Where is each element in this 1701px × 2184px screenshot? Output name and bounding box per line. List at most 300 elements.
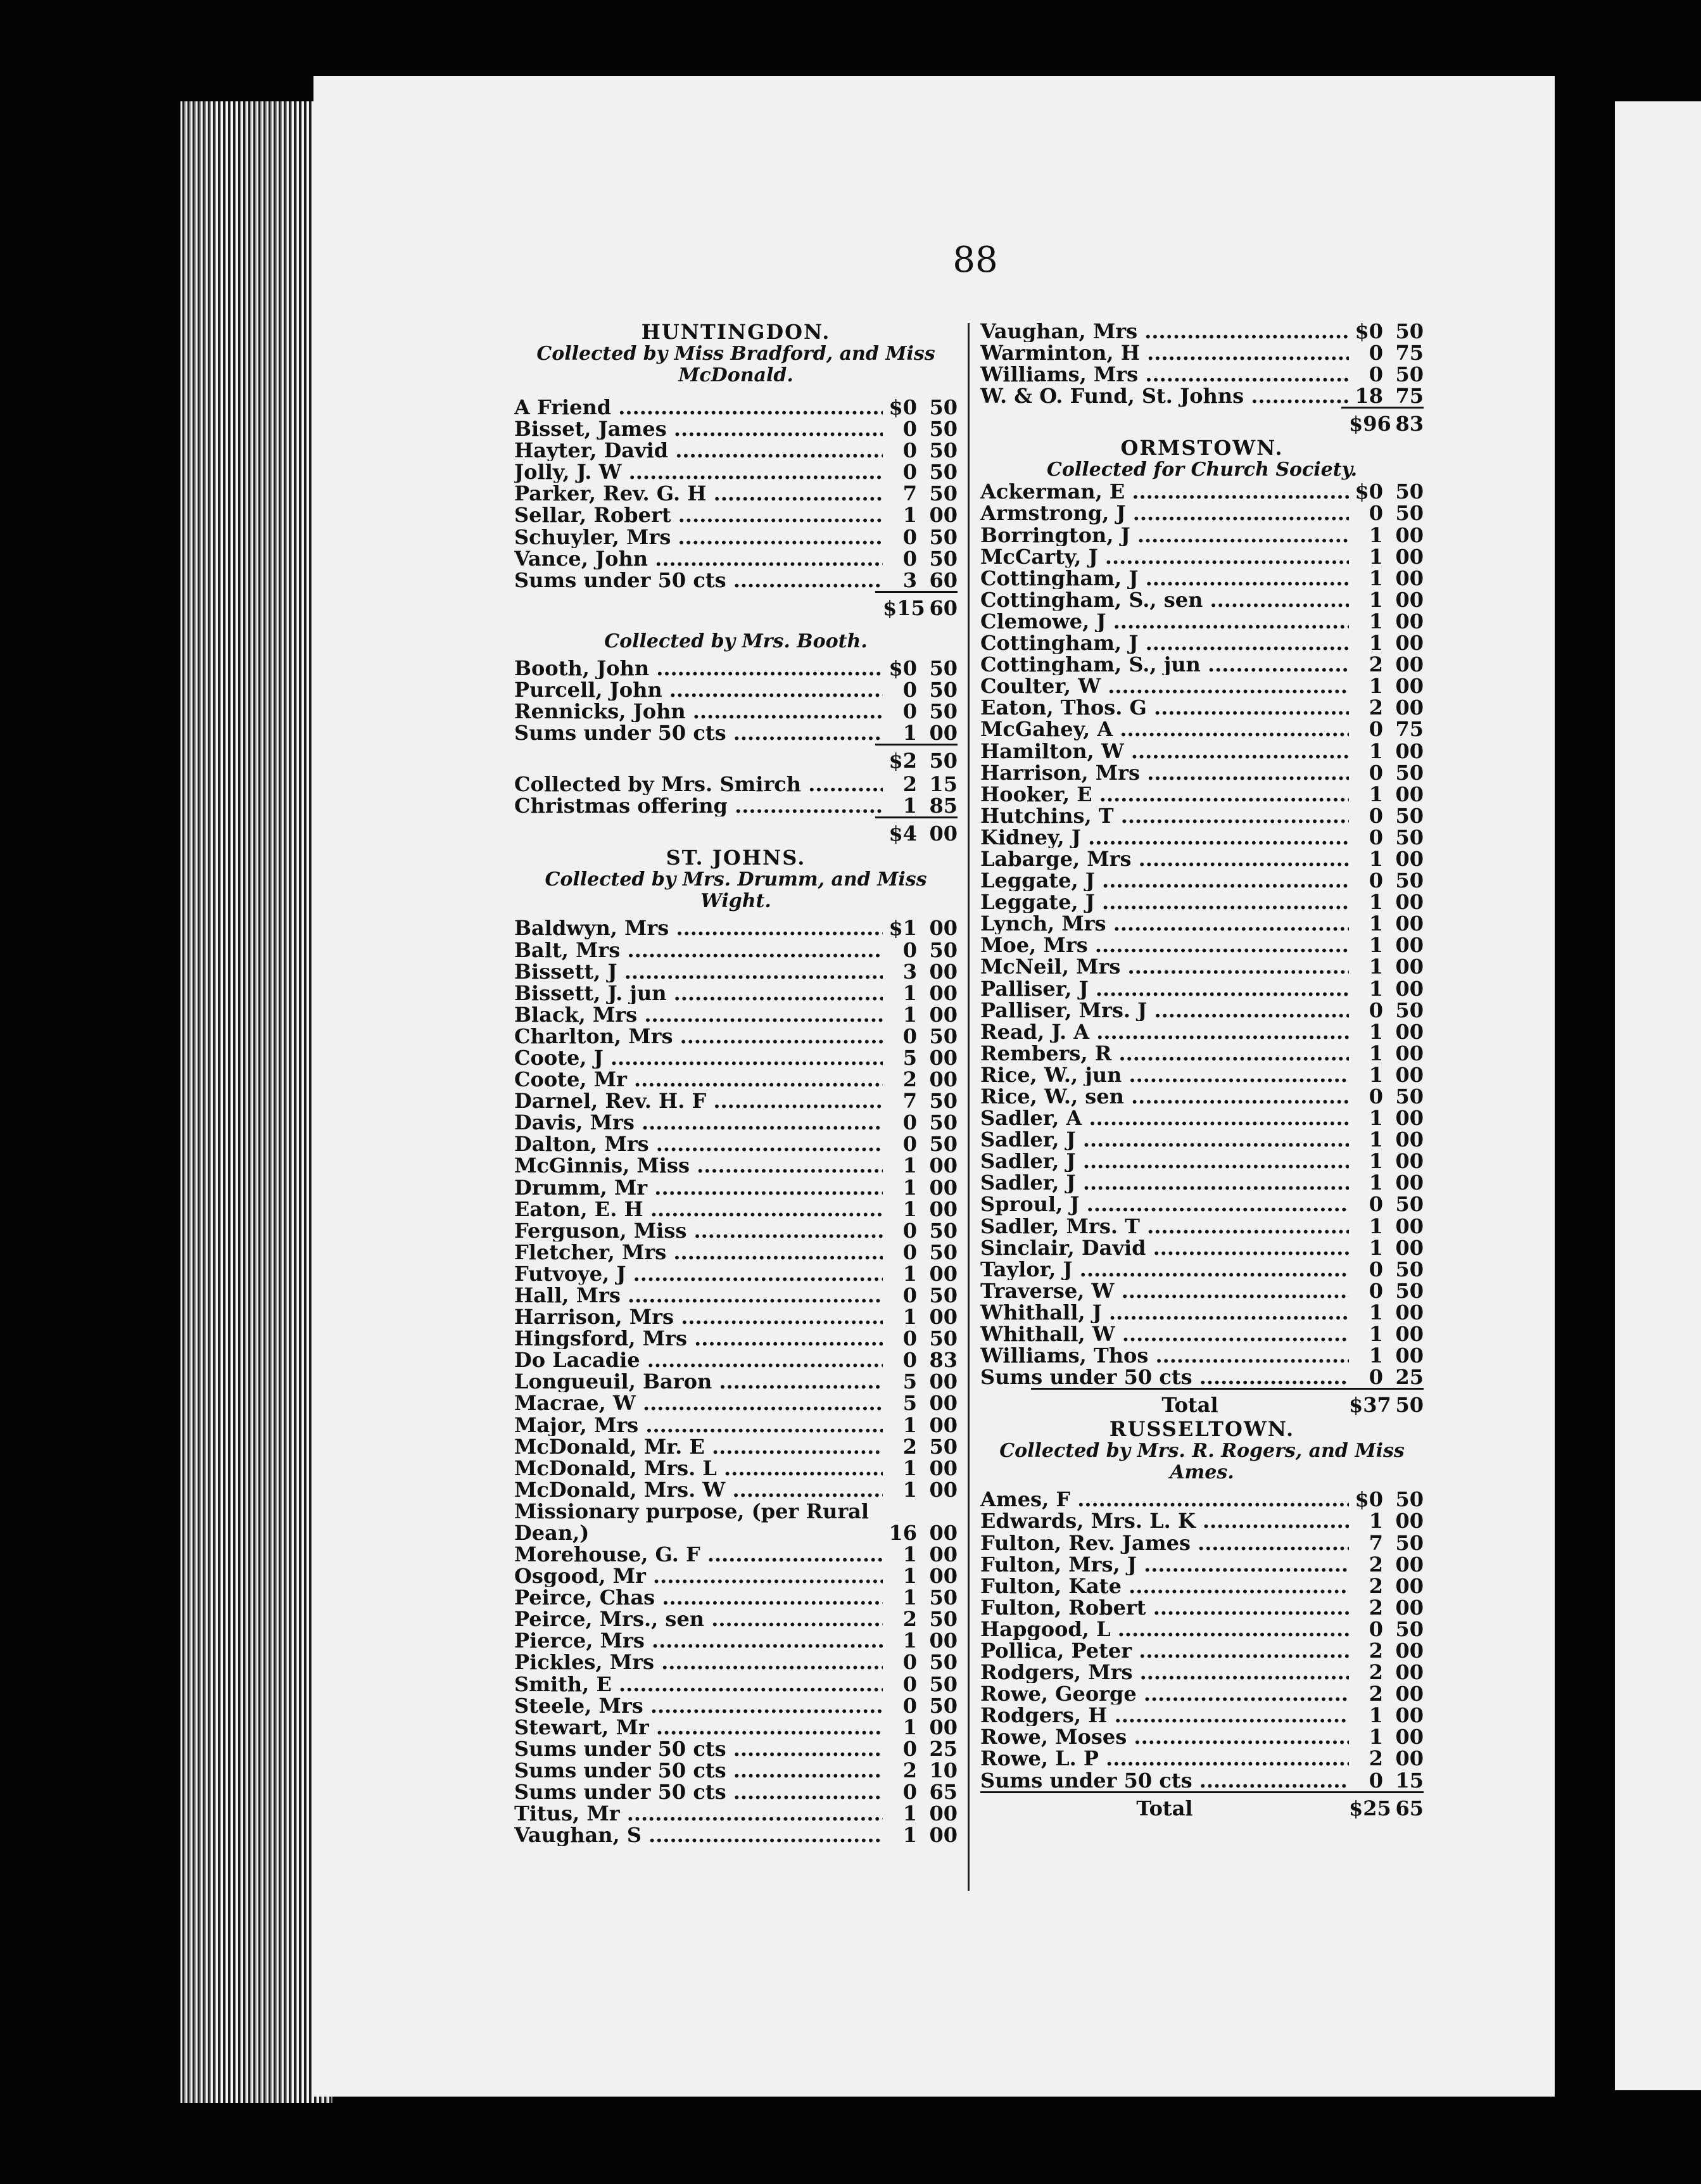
entry-dollars: 2 bbox=[1369, 1682, 1383, 1706]
entry-row bbox=[514, 1090, 958, 1112]
entry-name: Steele, Mrs ..... bbox=[514, 1695, 883, 1717]
entry-cents: 00 bbox=[1395, 695, 1424, 720]
entry-dollars: 0 bbox=[902, 1693, 917, 1718]
entry-dollars: 1 bbox=[902, 1413, 917, 1437]
column-divider bbox=[968, 323, 970, 1891]
entry-name: Sadler, J ..... bbox=[980, 1150, 1349, 1172]
entry-list bbox=[514, 917, 958, 1846]
entry-dollars: 1 bbox=[1369, 587, 1383, 612]
entry-cents: 00 bbox=[1395, 955, 1424, 979]
total-label: Total bbox=[1136, 1796, 1193, 1820]
entry-row bbox=[514, 1501, 958, 1544]
entry-dollars: 1 bbox=[902, 1477, 917, 1502]
entry-name: Smith, E ..... bbox=[514, 1673, 883, 1695]
entry-name: Cottingham, J ..... bbox=[980, 632, 1349, 654]
entry-row bbox=[980, 1726, 1424, 1748]
entry-row bbox=[514, 1220, 958, 1241]
entry-row bbox=[514, 701, 958, 722]
entry-dollars: 7 bbox=[902, 481, 917, 506]
entry-row bbox=[514, 1630, 958, 1651]
entry-name: McNeil, Mrs ..... bbox=[980, 956, 1349, 977]
entry-name: Taylor, J ..... bbox=[980, 1259, 1349, 1280]
entry-cents: 00 bbox=[929, 1801, 958, 1826]
entry-cents: 25 bbox=[1395, 1365, 1424, 1390]
entry-name: Sellar, Robert ..... bbox=[514, 504, 883, 526]
entry-list bbox=[980, 481, 1424, 1388]
subtotal-cents: 60 bbox=[929, 595, 958, 620]
entry-name: Sums under 50 cts ..... bbox=[514, 1760, 883, 1781]
entry-row bbox=[514, 1047, 958, 1069]
subtotal bbox=[875, 816, 958, 846]
entry-dollars: 1 bbox=[902, 1197, 917, 1221]
entry-name: Eaton, E. H ..... bbox=[514, 1198, 883, 1220]
entry-dollars: 0 bbox=[902, 1348, 917, 1373]
entry-dollars: 18 bbox=[1355, 384, 1383, 409]
entry-dollars: $1 bbox=[888, 916, 917, 941]
entry-name: Edwards, Mrs. L. K ..... bbox=[980, 1510, 1349, 1532]
entry-cents: 83 bbox=[929, 1348, 958, 1373]
entry-row bbox=[980, 934, 1424, 956]
entry-dollars: 0 bbox=[902, 1672, 917, 1696]
entry-name: Leggate, J ..... bbox=[980, 870, 1349, 891]
entry-dollars: 1 bbox=[1369, 1171, 1383, 1195]
entry-name: Missionary purpose, (per Rural Dean,) bbox=[514, 1500, 869, 1544]
entry-cents: 50 bbox=[1395, 825, 1424, 849]
entry-dollars: 0 bbox=[902, 460, 917, 485]
entry-cents: 15 bbox=[929, 772, 958, 797]
entry-cents: 50 bbox=[929, 1218, 958, 1243]
entry-cents: 00 bbox=[1395, 911, 1424, 936]
entry-dollars: 1 bbox=[902, 1542, 917, 1566]
entry-row bbox=[980, 1661, 1424, 1683]
entry-name: Sadler, Mrs. T ..... bbox=[980, 1216, 1349, 1237]
entry-name: Vaughan, S ..... bbox=[514, 1824, 883, 1846]
entry-list bbox=[980, 321, 1424, 407]
entry-name: Bissett, J ..... bbox=[514, 961, 883, 982]
entry-row bbox=[514, 1587, 958, 1608]
entry-dollars: 0 bbox=[902, 1024, 917, 1048]
entry-cents: 50 bbox=[929, 937, 958, 962]
entry-row bbox=[514, 1133, 958, 1155]
entry-cents: 00 bbox=[929, 1261, 958, 1286]
entry-name: Fulton, Mrs, J ..... bbox=[980, 1554, 1349, 1575]
entry-name: Hayter, David ..... bbox=[514, 440, 883, 461]
entry-name: Palliser, J ..... bbox=[980, 978, 1349, 1000]
total-label: Total bbox=[1161, 1393, 1218, 1418]
entry-cents: 00 bbox=[1395, 846, 1424, 871]
entry-dollars: 1 bbox=[1369, 1322, 1383, 1347]
entry-row bbox=[980, 1748, 1424, 1769]
entry-dollars: 0 bbox=[902, 677, 917, 702]
entry-row bbox=[514, 461, 958, 483]
entry-row bbox=[514, 1738, 958, 1760]
entry-cents: 00 bbox=[1395, 782, 1424, 806]
entry-dollars: 0 bbox=[1369, 868, 1383, 893]
entry-name: McCarty, J ..... bbox=[980, 546, 1349, 568]
section-total bbox=[1031, 1388, 1424, 1418]
entry-cents: 00 bbox=[1395, 1149, 1424, 1174]
entry-row bbox=[980, 589, 1424, 611]
collector-line: Collected by Mrs. R. Rogers, and Miss Ames. bbox=[999, 1440, 1405, 1484]
entry-name: Moe, Mrs ..... bbox=[980, 934, 1349, 956]
entry-dollars: 1 bbox=[902, 1002, 917, 1027]
entry-dollars: $0 bbox=[1355, 319, 1383, 343]
entry-name: Do Lacadie ..... bbox=[514, 1349, 883, 1371]
entry-row bbox=[514, 1544, 958, 1565]
entry-cents: 50 bbox=[929, 699, 958, 724]
entry-cents: 50 bbox=[929, 1132, 958, 1157]
entry-row bbox=[980, 385, 1424, 407]
entry-row bbox=[980, 891, 1424, 913]
entry-dollars: 1 bbox=[1369, 523, 1383, 547]
entry-row bbox=[980, 1000, 1424, 1021]
entry-name: Bisset, James ..... bbox=[514, 418, 883, 440]
entry-row bbox=[514, 1479, 958, 1501]
entry-row bbox=[980, 1064, 1424, 1086]
entry-dollars: 1 bbox=[1369, 890, 1383, 915]
entry-cents: 00 bbox=[929, 1305, 958, 1330]
entry-dollars: 2 bbox=[902, 1607, 917, 1632]
entry-row bbox=[980, 827, 1424, 848]
entry-dollars: 1 bbox=[1369, 955, 1383, 979]
entry-name: Purcell, John ..... bbox=[514, 679, 883, 701]
entry-cents: 50 bbox=[929, 1585, 958, 1610]
entry-cents: 50 bbox=[929, 524, 958, 549]
entry-cents: 00 bbox=[929, 1628, 958, 1653]
entry-row bbox=[514, 1371, 958, 1392]
entry-cents: 75 bbox=[1395, 717, 1424, 742]
entry-cents: 50 bbox=[1395, 1084, 1424, 1108]
entry-dollars: 1 bbox=[1369, 782, 1383, 806]
entry-dollars: 1 bbox=[1369, 739, 1383, 763]
entry-cents: 25 bbox=[929, 1736, 958, 1761]
page-number: 88 bbox=[952, 239, 998, 281]
entry-dollars: 7 bbox=[1369, 1530, 1383, 1555]
collector-line: Collected by Mrs. Drumm, and Miss Wight. bbox=[545, 868, 927, 913]
entry-cents: 00 bbox=[1395, 1127, 1424, 1152]
entry-cents: 50 bbox=[1395, 1530, 1424, 1555]
entry-dollars: $0 bbox=[888, 395, 917, 419]
entry-row bbox=[514, 1781, 958, 1803]
entry-dollars: 0 bbox=[902, 417, 917, 441]
entry-name: Collected by Mrs. Smirch ..... bbox=[514, 773, 883, 795]
entry-row bbox=[514, 440, 958, 461]
entry-name: Harrison, Mrs ..... bbox=[514, 1306, 883, 1328]
entry-dollars: 1 bbox=[1369, 1300, 1383, 1324]
entry-dollars: 1 bbox=[902, 1456, 917, 1480]
entry-cents: 00 bbox=[929, 981, 958, 1005]
entry-dollars: 1 bbox=[1369, 1041, 1383, 1065]
entry-name: Hamilton, W ..... bbox=[980, 740, 1349, 762]
entry-row bbox=[514, 1004, 958, 1025]
entry-cents: 00 bbox=[1395, 1322, 1424, 1347]
entry-name: McDonald, Mrs. W ..... bbox=[514, 1479, 883, 1501]
entry-name: Christmas offering ..... bbox=[514, 795, 883, 816]
entry-name: Macrae, W ..... bbox=[514, 1392, 883, 1414]
entry-dollars: 2 bbox=[1369, 652, 1383, 677]
entry-cents: 50 bbox=[929, 677, 958, 702]
entry-cents: 00 bbox=[1395, 1638, 1424, 1663]
entry-name: Charlton, Mrs ..... bbox=[514, 1025, 883, 1047]
entry-name: Rice, W., sen ..... bbox=[980, 1086, 1349, 1107]
entry-dollars: 7 bbox=[902, 1089, 917, 1114]
entry-dollars: 1 bbox=[902, 794, 917, 818]
entry-cents: 50 bbox=[1395, 1257, 1424, 1281]
entry-name: Rembers, R ..... bbox=[980, 1043, 1349, 1064]
entry-name: Sums under 50 cts ..... bbox=[514, 1738, 883, 1760]
entry-name: Armstrong, J ..... bbox=[980, 502, 1349, 524]
entry-row bbox=[514, 657, 958, 679]
entry-name: Sadler, J ..... bbox=[980, 1172, 1349, 1193]
entry-name: Booth, John ..... bbox=[514, 657, 883, 679]
entry-cents: 00 bbox=[1395, 1509, 1424, 1533]
entry-dollars: 0 bbox=[1369, 717, 1383, 742]
entry-row bbox=[980, 502, 1424, 524]
entry-dollars: 1 bbox=[902, 1628, 917, 1653]
entry-cents: 50 bbox=[1395, 868, 1424, 893]
entry-name: Coote, J ..... bbox=[514, 1047, 883, 1069]
entry-row bbox=[980, 1302, 1424, 1323]
entry-cents: 50 bbox=[1395, 362, 1424, 387]
entry-row bbox=[980, 481, 1424, 502]
entry-cents: 00 bbox=[929, 1067, 958, 1092]
entry-dollars: $0 bbox=[1355, 479, 1383, 504]
entry-name: Hapgood, L ..... bbox=[980, 1618, 1349, 1640]
entry-row bbox=[514, 526, 958, 548]
entry-row bbox=[980, 978, 1424, 1000]
entry-row bbox=[980, 632, 1424, 654]
entry-row bbox=[980, 611, 1424, 632]
entry-name: Williams, Thos ..... bbox=[980, 1345, 1349, 1366]
entry-row bbox=[514, 1457, 958, 1479]
entry-dollars: 0 bbox=[1369, 1278, 1383, 1303]
entry-row bbox=[980, 1280, 1424, 1302]
entry-row bbox=[514, 1177, 958, 1198]
entry-cents: 00 bbox=[1395, 1343, 1424, 1368]
entry-dollars: 0 bbox=[902, 1240, 917, 1264]
entry-dollars: 0 bbox=[1369, 825, 1383, 849]
entry-cents: 00 bbox=[1395, 976, 1424, 1001]
entry-dollars: 2 bbox=[1369, 1595, 1383, 1620]
entry-name: Sproul, J ..... bbox=[980, 1193, 1349, 1215]
entry-row bbox=[514, 1198, 958, 1220]
entry-row bbox=[514, 1565, 958, 1587]
entry-name: Vaughan, Mrs ..... bbox=[980, 321, 1349, 342]
entry-row bbox=[514, 1155, 958, 1176]
entry-cents: 50 bbox=[929, 438, 958, 463]
entry-dollars: 1 bbox=[1369, 609, 1383, 633]
entry-cents: 00 bbox=[929, 1823, 958, 1848]
entry-name: Hooker, E ..... bbox=[980, 784, 1349, 805]
entry-cents: 00 bbox=[1395, 1300, 1424, 1324]
entry-dollars: 0 bbox=[1369, 998, 1383, 1022]
entry-cents: 00 bbox=[1395, 609, 1424, 633]
entry-row bbox=[980, 1640, 1424, 1661]
entry-cents: 00 bbox=[929, 721, 958, 746]
entry-name: Fletcher, Mrs ..... bbox=[514, 1241, 883, 1263]
entry-name: Pollica, Peter ..... bbox=[980, 1640, 1349, 1661]
entry-row bbox=[980, 870, 1424, 891]
entry-cents: 50 bbox=[929, 1024, 958, 1048]
entry-dollars: 2 bbox=[1369, 1638, 1383, 1663]
entry-cents: 00 bbox=[1395, 1595, 1424, 1620]
subtotal-cents: 00 bbox=[929, 822, 958, 846]
entry-row bbox=[980, 1575, 1424, 1597]
entry-cents: 50 bbox=[1395, 1487, 1424, 1512]
subtotal bbox=[1341, 407, 1424, 436]
entry-name: McGahey, A ..... bbox=[980, 718, 1349, 740]
total-dollars: $25 bbox=[1349, 1796, 1391, 1820]
total-dollars: $37 bbox=[1349, 1393, 1391, 1418]
entry-row bbox=[980, 1705, 1424, 1726]
entry-dollars: 2 bbox=[902, 772, 917, 797]
entry-dollars: 1 bbox=[1369, 1725, 1383, 1749]
entry-dollars: 1 bbox=[1369, 1106, 1383, 1131]
entry-dollars: 0 bbox=[1369, 1257, 1383, 1281]
entry-name: Vance, John ..... bbox=[514, 548, 883, 569]
entry-dollars: 2 bbox=[1369, 1552, 1383, 1577]
entry-name: Cottingham, S., jun ..... bbox=[980, 654, 1349, 675]
entry-name: Sums under 50 cts ..... bbox=[514, 722, 883, 744]
entry-cents: 00 bbox=[929, 1002, 958, 1027]
entry-row bbox=[980, 546, 1424, 568]
entry-dollars: 0 bbox=[902, 1218, 917, 1243]
entry-dollars: 5 bbox=[902, 1391, 917, 1416]
entry-cents: 00 bbox=[929, 1391, 958, 1416]
entry-cents: 50 bbox=[1395, 1192, 1424, 1217]
subtotal-cents: 83 bbox=[1395, 412, 1424, 436]
entry-dollars: 0 bbox=[902, 1132, 917, 1157]
entry-row bbox=[980, 1150, 1424, 1172]
entry-cents: 50 bbox=[1395, 1616, 1424, 1641]
entry-name: Clemowe, J ..... bbox=[980, 611, 1349, 632]
entry-cents: 00 bbox=[929, 1520, 958, 1545]
entry-row bbox=[980, 675, 1424, 697]
entry-row bbox=[980, 956, 1424, 977]
entry-name: Jolly, J. W ..... bbox=[514, 461, 883, 483]
entry-cents: 50 bbox=[1395, 501, 1424, 526]
entry-cents: 65 bbox=[929, 1779, 958, 1804]
entry-row bbox=[514, 961, 958, 982]
entry-row bbox=[514, 1349, 958, 1371]
entry-name: Hutchins, T ..... bbox=[980, 805, 1349, 827]
entry-name: Coote, Mr ..... bbox=[514, 1069, 883, 1090]
entry-name: Sums under 50 cts ..... bbox=[980, 1366, 1349, 1388]
entry-name: Major, Mrs ..... bbox=[514, 1414, 883, 1436]
entry-dollars: 0 bbox=[902, 1650, 917, 1675]
entry-dollars: 1 bbox=[1369, 911, 1383, 936]
entry-cents: 50 bbox=[929, 1110, 958, 1135]
entry-cents: 50 bbox=[929, 1089, 958, 1114]
entry-cents: 75 bbox=[1395, 384, 1424, 409]
entry-cents: 50 bbox=[929, 395, 958, 419]
entry-name: Palliser, Mrs. J ..... bbox=[980, 1000, 1349, 1021]
entry-dollars: 1 bbox=[902, 981, 917, 1005]
entry-name: Rowe, L. P ..... bbox=[980, 1748, 1349, 1769]
entry-name: Williams, Mrs ..... bbox=[980, 364, 1349, 385]
entry-cents: 50 bbox=[929, 1283, 958, 1307]
entry-name: Fulton, Kate ..... bbox=[980, 1575, 1349, 1597]
entry-dollars: 1 bbox=[902, 1261, 917, 1286]
entry-dollars: 2 bbox=[1369, 1573, 1383, 1598]
entry-cents: 00 bbox=[929, 1175, 958, 1200]
entry-dollars: 0 bbox=[902, 1110, 917, 1135]
left-column bbox=[514, 321, 958, 1846]
entry-dollars: 0 bbox=[902, 438, 917, 463]
entry-dollars: 2 bbox=[902, 1434, 917, 1459]
entry-dollars: 0 bbox=[1369, 803, 1383, 828]
entry-dollars: 1 bbox=[902, 1175, 917, 1200]
entry-dollars: 1 bbox=[1369, 566, 1383, 590]
entry-cents: 85 bbox=[929, 794, 958, 818]
entry-cents: 00 bbox=[1395, 566, 1424, 590]
entry-row bbox=[980, 805, 1424, 827]
entry-name: Sums under 50 cts ..... bbox=[514, 569, 883, 591]
facing-page-edge bbox=[1615, 101, 1701, 2090]
entry-dollars: 0 bbox=[902, 524, 917, 549]
entry-dollars: 0 bbox=[1369, 1365, 1383, 1390]
entry-cents: 00 bbox=[1395, 1171, 1424, 1195]
entry-row bbox=[980, 1237, 1424, 1259]
total-cents: 50 bbox=[1395, 1393, 1424, 1418]
entry-cents: 50 bbox=[929, 460, 958, 485]
entry-name: Bissett, J. jun ..... bbox=[514, 982, 883, 1004]
entry-row bbox=[514, 982, 958, 1004]
entry-row bbox=[980, 654, 1424, 675]
entry-name: Sums under 50 cts ..... bbox=[980, 1770, 1349, 1791]
entry-cents: 00 bbox=[1395, 1062, 1424, 1087]
entry-dollars: 2 bbox=[902, 1758, 917, 1782]
entry-dollars: 0 bbox=[902, 1283, 917, 1307]
entry-name: McDonald, Mrs. L ..... bbox=[514, 1457, 883, 1479]
entry-name: Labarge, Mrs ..... bbox=[980, 848, 1349, 870]
entry-row bbox=[514, 939, 958, 961]
entry-cents: 00 bbox=[1395, 1041, 1424, 1065]
entry-name: Davis, Mrs ..... bbox=[514, 1112, 883, 1133]
entry-dollars: 1 bbox=[1369, 1062, 1383, 1087]
entry-dollars: 0 bbox=[1369, 362, 1383, 387]
entry-row bbox=[514, 1717, 958, 1738]
section-title-ormstown: ORMSTOWN. bbox=[1120, 436, 1284, 460]
entry-row bbox=[980, 762, 1424, 784]
entry-dollars: 1 bbox=[1369, 1235, 1383, 1260]
entry-dollars: 2 bbox=[902, 1067, 917, 1092]
entry-cents: 00 bbox=[929, 1542, 958, 1566]
entry-name: Sadler, A ..... bbox=[980, 1107, 1349, 1129]
entry-name: Osgood, Mr ..... bbox=[514, 1565, 883, 1587]
entry-name: Borrington, J ..... bbox=[980, 524, 1349, 546]
entry-cents: 50 bbox=[929, 1240, 958, 1264]
entry-cents: 00 bbox=[1395, 1682, 1424, 1706]
entry-row bbox=[514, 1436, 958, 1457]
entry-row bbox=[514, 504, 958, 526]
collector-line: Collected for Church Society. bbox=[1046, 459, 1358, 481]
entry-cents: 00 bbox=[929, 916, 958, 941]
entry-cents: 00 bbox=[1395, 674, 1424, 699]
entry-cents: 00 bbox=[1395, 1725, 1424, 1749]
entry-name: Eaton, Thos. G ..... bbox=[980, 697, 1349, 718]
entry-cents: 00 bbox=[1395, 1660, 1424, 1685]
entry-name: Sums under 50 cts ..... bbox=[514, 1781, 883, 1803]
subtotal-dollars: $4 bbox=[888, 822, 917, 846]
entry-cents: 50 bbox=[1395, 998, 1424, 1022]
entry-list bbox=[980, 1489, 1424, 1791]
entry-dollars: 0 bbox=[1369, 1768, 1383, 1793]
entry-cents: 00 bbox=[1395, 1703, 1424, 1728]
subtotal bbox=[875, 744, 958, 773]
entry-dollars: 0 bbox=[902, 1779, 917, 1804]
entry-name: McGinnis, Miss ..... bbox=[514, 1155, 883, 1176]
